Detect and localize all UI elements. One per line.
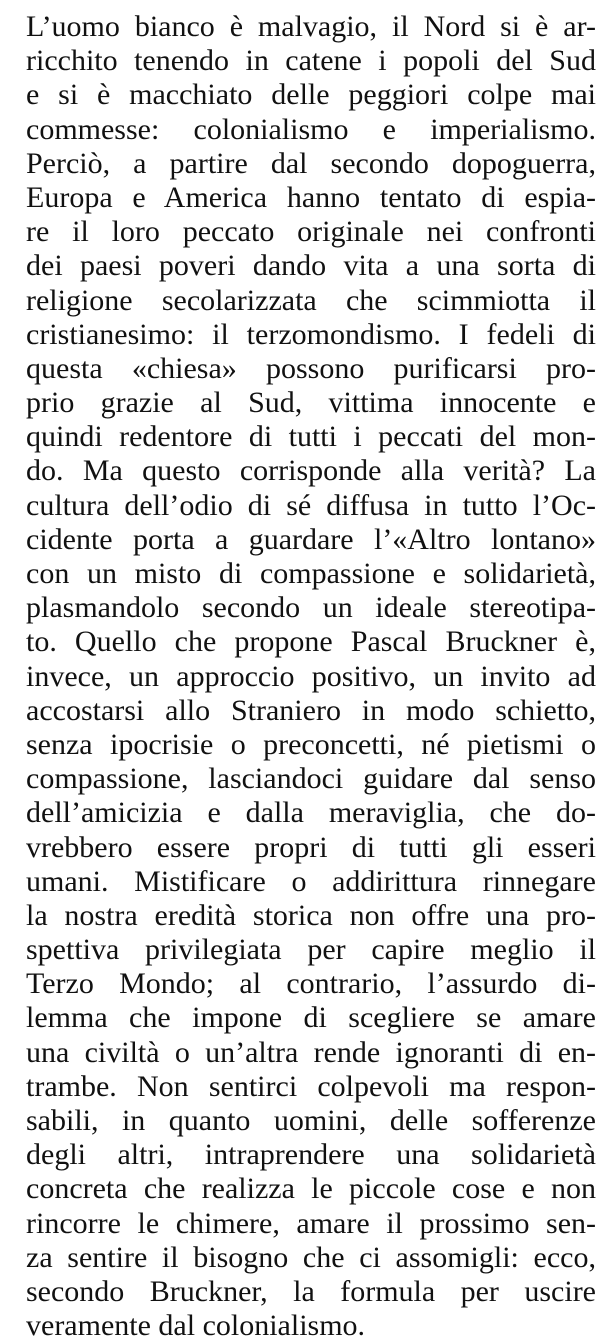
text-line: to. Quello che propone Pascal Bruckner è, [26,625,596,659]
text-line: dei paesi poveri dando vita a una sorta di [26,249,596,283]
text-line: quindi redentore di tutti i peccati del mon- [26,420,596,454]
article-body [26,10,596,1343]
text-line: Perciò, a partire dal secondo dopoguerra, [26,146,596,180]
text-line: trambe. Non sentirci colpevoli ma respon- [26,1069,596,1103]
text-line: la nostra eredità storica non offre una pro- [26,898,596,932]
text-line: concreta che realizza le piccole cose e non [26,1172,596,1206]
text-line: religione secolarizzata che scimmiotta il [26,283,596,317]
text-line: invece, un approccio positivo, un invito ad [26,659,596,693]
text-line: commesse: colonialismo e imperialismo. [26,112,596,146]
text-line: degli altri, intraprendere una solidarietà [26,1138,596,1172]
text-line: cidente porta a guardare l’«Altro lontano» [26,522,596,556]
text-line: vrebbero essere propri di tutti gli esseri [26,830,596,864]
text-line: e si è macchiato delle peggiori colpe mai [26,78,596,112]
text-line: sabili, in quanto uomini, delle sofferenze [26,1104,596,1137]
text-line: za sentire il bisogno che ci assomigli: ecco, [26,1240,596,1274]
text-line: plasmandolo secondo un ideale stereotipa- [26,591,596,625]
text-line: accostarsi allo Straniero in modo schietto, [26,693,596,727]
text-line: con un misto di compassione e solidarietà, [26,557,596,590]
text-line: cultura dell’odio di sé diffusa in tutto l’Oc- [26,488,596,522]
text-line: umani. Mistificare o addirittura rinnegare [26,864,596,898]
text-line: L’uomo bianco è malvagio, il Nord si è ar- [26,10,596,43]
text-line: spettiva privilegiata per capire meglio il [26,933,596,967]
text-line: Terzo Mondo; al contrario, l’assurdo di- [26,967,596,1001]
text-line: ricchito tenendo in catene i popoli del Sud [26,44,596,78]
text-line: Europa e America hanno tentato di espia- [26,180,596,214]
text-line: questa «chiesa» possono purificarsi pro- [26,351,596,385]
text-line: compassione, lasciandoci guidare dal senso [26,762,596,796]
text-line: cristianesimo: il terzomondismo. I fedeli di [26,317,596,351]
text-line: senza ipocrisie o preconcetti, né pietismi o [26,727,596,761]
text-line: secondo Bruckner, la formula per uscire [26,1274,596,1308]
text-line: re il loro peccato originale nei confronti [26,215,596,249]
text-line: do. Ma questo corrisponde alla verità? La [26,454,596,488]
text-line: una civiltà o un’altra rende ignoranti di en- [26,1035,596,1069]
text-line: lemma che impone di scegliere se amare [26,1001,596,1035]
text-line: rincorre le chimere, amare il prossimo sen- [26,1206,596,1240]
text-line: veramente dal colonialismo. [26,1309,366,1343]
text-line: prio grazie al Sud, vittima innocente e [26,386,596,420]
text-line: dell’amicizia e dalla meraviglia, che do- [26,796,596,830]
